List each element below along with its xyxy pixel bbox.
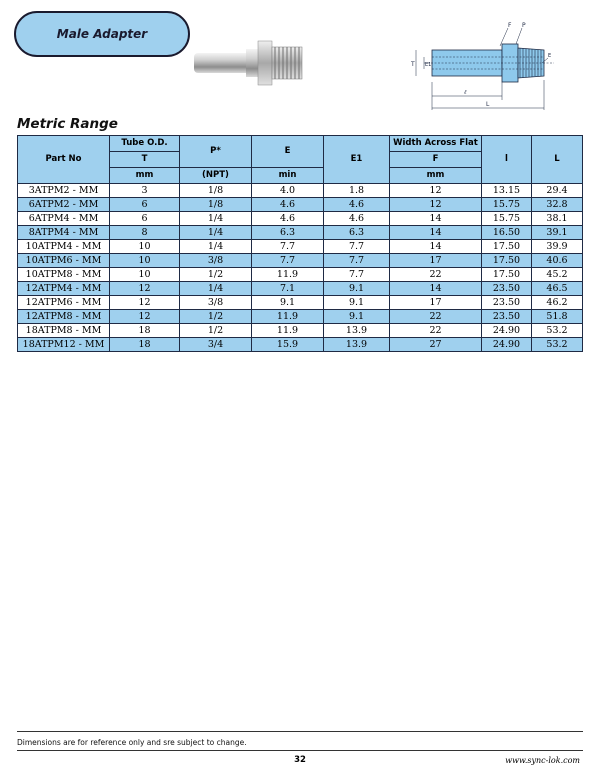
cell-tube-t: 12 — [110, 282, 180, 296]
table-row — [18, 310, 583, 324]
cell-waf-f: 22 — [390, 310, 482, 324]
cell-waf-f: 14 — [390, 240, 482, 254]
cell-l-small: 15.75 — [482, 198, 532, 212]
header-width-across-flat: Width Across Flat — [390, 136, 482, 152]
cell-e1: 4.6 — [324, 212, 390, 226]
cell-l-big: 39.9 — [532, 240, 583, 254]
cell-part-no: 12ATPM8 - MM — [18, 310, 110, 324]
cell-e-min: 11.9 — [252, 268, 324, 282]
cell-l-big: 32.8 — [532, 198, 583, 212]
header-e: E — [252, 136, 324, 168]
product-title: Male Adapter — [56, 27, 148, 41]
table-row — [18, 296, 583, 310]
cell-l-small: 15.75 — [482, 212, 532, 226]
cell-p-npt: 1/4 — [180, 212, 252, 226]
table-row — [18, 268, 583, 282]
cell-waf-f: 17 — [390, 296, 482, 310]
cell-e-min: 9.1 — [252, 296, 324, 310]
cell-l-small: 17.50 — [482, 254, 532, 268]
cell-l-small: 23.50 — [482, 282, 532, 296]
drawing-label-f: F — [508, 22, 512, 29]
cell-l-big: 38.1 — [532, 212, 583, 226]
header-waf-f: F — [390, 152, 482, 168]
cell-l-big: 46.5 — [532, 282, 583, 296]
cell-e-min: 7.7 — [252, 254, 324, 268]
cell-waf-f: 27 — [390, 338, 482, 352]
dimension-drawing — [404, 20, 564, 115]
cell-p-npt: 1/8 — [180, 198, 252, 212]
cell-l-small: 17.50 — [482, 268, 532, 282]
cell-e1: 9.1 — [324, 282, 390, 296]
cell-tube-t: 8 — [110, 226, 180, 240]
cell-e1: 7.7 — [324, 254, 390, 268]
footer-rule-bottom — [17, 750, 583, 751]
cell-part-no: 10ATPM6 - MM — [18, 254, 110, 268]
cell-l-big: 39.1 — [532, 226, 583, 240]
cell-part-no: 3ATPM2 - MM — [18, 184, 110, 198]
table-row — [18, 240, 583, 254]
table-row — [18, 226, 583, 240]
cell-part-no: 12ATPM4 - MM — [18, 282, 110, 296]
footer-rule-top — [17, 731, 583, 732]
cell-l-big: 29.4 — [532, 184, 583, 198]
header-part-no: Part No — [18, 136, 110, 184]
cell-e-min: 4.6 — [252, 198, 324, 212]
cell-p-npt: 3/8 — [180, 296, 252, 310]
header-l-small: l — [482, 136, 532, 184]
cell-part-no: 10ATPM4 - MM — [18, 240, 110, 254]
header-tube-t: T — [110, 152, 180, 168]
cell-tube-t: 3 — [110, 184, 180, 198]
cell-l-small: 23.50 — [482, 310, 532, 324]
cell-e1: 13.9 — [324, 338, 390, 352]
drawing-label-l-big: L — [486, 101, 490, 108]
cell-tube-t: 12 — [110, 296, 180, 310]
table-row — [18, 184, 583, 198]
cell-part-no: 12ATPM6 - MM — [18, 296, 110, 310]
table-row — [18, 324, 583, 338]
page-number: 32 — [294, 755, 306, 765]
header-tube-unit: mm — [110, 168, 180, 184]
cell-e-min: 4.0 — [252, 184, 324, 198]
cell-part-no: 18ATPM8 - MM — [18, 324, 110, 338]
cell-l-big: 45.2 — [532, 268, 583, 282]
drawing-label-e: E — [548, 53, 552, 59]
cell-e1: 1.8 — [324, 184, 390, 198]
cell-p-npt: 1/2 — [180, 268, 252, 282]
header-waf-unit: mm — [390, 168, 482, 184]
product-title-badge — [14, 11, 190, 57]
header-l-big: L — [532, 136, 583, 184]
cell-p-npt: 1/8 — [180, 184, 252, 198]
cell-e-min: 7.1 — [252, 282, 324, 296]
cell-waf-f: 12 — [390, 198, 482, 212]
cell-part-no: 8ATPM4 - MM — [18, 226, 110, 240]
cell-l-big: 51.8 — [532, 310, 583, 324]
website-link[interactable]: www.sync-lok.com — [505, 756, 580, 765]
cell-tube-t: 18 — [110, 338, 180, 352]
table-row — [18, 338, 583, 352]
table-row — [18, 198, 583, 212]
cell-e1: 13.9 — [324, 324, 390, 338]
cell-e1: 4.6 — [324, 198, 390, 212]
cell-l-small: 17.50 — [482, 240, 532, 254]
cell-l-small: 16.50 — [482, 226, 532, 240]
cell-part-no: 6ATPM4 - MM — [18, 212, 110, 226]
table-row — [18, 254, 583, 268]
cell-waf-f: 22 — [390, 268, 482, 282]
header-e-unit: min — [252, 168, 324, 184]
cell-part-no: 18ATPM12 - MM — [18, 338, 110, 352]
cell-waf-f: 14 — [390, 212, 482, 226]
cell-p-npt: 3/8 — [180, 254, 252, 268]
drawing-label-l-small: ℓ — [464, 89, 467, 96]
cell-l-small: 23.50 — [482, 296, 532, 310]
cell-waf-f: 14 — [390, 282, 482, 296]
cell-p-npt: 3/4 — [180, 338, 252, 352]
cell-l-small: 24.90 — [482, 324, 532, 338]
product-photo — [190, 35, 310, 91]
cell-p-npt: 1/4 — [180, 282, 252, 296]
cell-tube-t: 10 — [110, 254, 180, 268]
section-title: Metric Range — [17, 116, 118, 132]
table-body — [18, 184, 583, 352]
cell-e-min: 11.9 — [252, 310, 324, 324]
drawing-label-e1: E1 — [425, 62, 432, 68]
cell-tube-t: 18 — [110, 324, 180, 338]
cell-l-big: 46.2 — [532, 296, 583, 310]
cell-tube-t: 12 — [110, 310, 180, 324]
cell-l-big: 53.2 — [532, 338, 583, 352]
cell-waf-f: 22 — [390, 324, 482, 338]
cell-tube-t: 6 — [110, 212, 180, 226]
cell-waf-f: 12 — [390, 184, 482, 198]
cell-waf-f: 14 — [390, 226, 482, 240]
table-row — [18, 282, 583, 296]
cell-e-min: 4.6 — [252, 212, 324, 226]
cell-l-small: 13.15 — [482, 184, 532, 198]
header-tube-od: Tube O.D. — [110, 136, 180, 152]
cell-l-small: 24.90 — [482, 338, 532, 352]
cell-e1: 6.3 — [324, 226, 390, 240]
cell-e-min: 15.9 — [252, 338, 324, 352]
header-p: P* — [180, 136, 252, 168]
cell-p-npt: 1/4 — [180, 226, 252, 240]
cell-e1: 9.1 — [324, 296, 390, 310]
cell-e1: 7.7 — [324, 268, 390, 282]
cell-tube-t: 6 — [110, 198, 180, 212]
cell-e-min: 6.3 — [252, 226, 324, 240]
drawing-label-p: P — [522, 22, 526, 29]
table-row — [18, 212, 583, 226]
cell-p-npt: 1/2 — [180, 310, 252, 324]
cell-tube-t: 10 — [110, 268, 180, 282]
metric-range-table — [17, 135, 583, 352]
cell-tube-t: 10 — [110, 240, 180, 254]
cell-l-big: 53.2 — [532, 324, 583, 338]
cell-p-npt: 1/2 — [180, 324, 252, 338]
cell-p-npt: 1/4 — [180, 240, 252, 254]
drawing-label-t: T — [411, 61, 415, 68]
header-e1: E1 — [324, 136, 390, 184]
cell-e-min: 7.7 — [252, 240, 324, 254]
cell-part-no: 6ATPM2 - MM — [18, 198, 110, 212]
header-p-unit: (NPT) — [180, 168, 252, 184]
cell-e1: 9.1 — [324, 310, 390, 324]
cell-l-big: 40.6 — [532, 254, 583, 268]
footnote: Dimensions are for reference only and sre subject to change. — [17, 738, 247, 747]
cell-waf-f: 17 — [390, 254, 482, 268]
cell-e-min: 11.9 — [252, 324, 324, 338]
cell-e1: 7.7 — [324, 240, 390, 254]
cell-part-no: 10ATPM8 - MM — [18, 268, 110, 282]
